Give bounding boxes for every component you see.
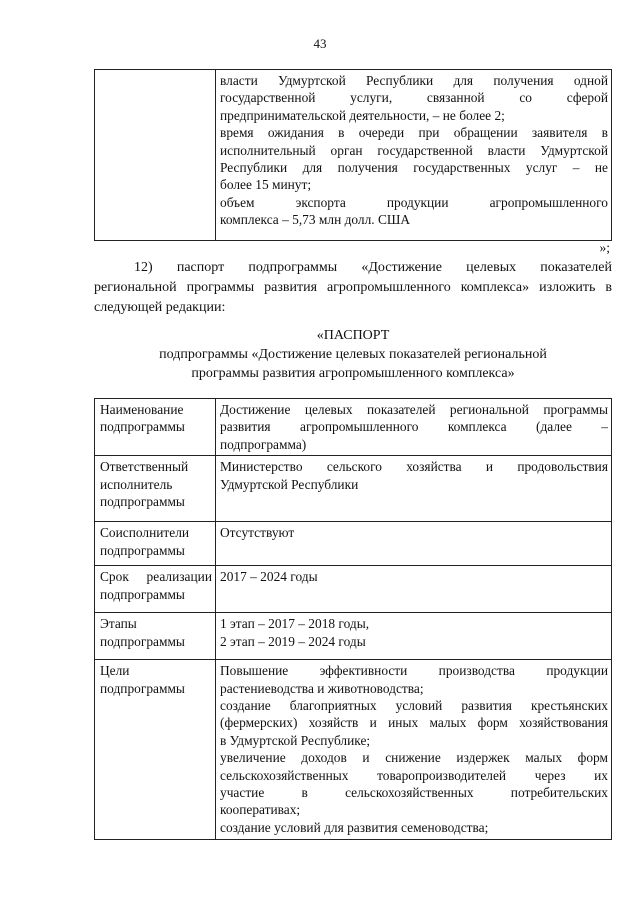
row-value-line: растениеводства и животноводства; <box>220 680 424 696</box>
passport-row <box>95 456 612 522</box>
row-label-line: Ответственный <box>100 459 189 475</box>
passport-subtitle-line-1: подпрограммы «Достижение целевых показателей региональной <box>159 347 547 362</box>
row-label-line: исполнитель <box>100 476 173 492</box>
row-value-cell <box>216 613 612 660</box>
row-label-line: Наименование <box>100 402 184 417</box>
row-label-cell <box>95 399 216 456</box>
row-value-line: Удмуртской Республики <box>220 476 359 492</box>
continuation-table <box>94 69 612 241</box>
row-label-cell <box>95 566 216 613</box>
passport-row <box>95 613 612 660</box>
text-line: власти Удмуртской Республики для получения одной <box>220 73 608 88</box>
paragraph-line: 12) паспорт подпрограммы «Достижение целевых показателей <box>134 260 612 275</box>
row-value-line: 2017 – 2024 годы <box>220 569 318 585</box>
passport-row <box>95 522 612 566</box>
passport-heading <box>94 326 612 383</box>
row-value-cell <box>216 522 612 566</box>
passport-subtitle-line-2: программы развития агропромышленного комплекса» <box>191 366 515 381</box>
text-line: государственной услуги, связанной со сферой <box>220 90 608 106</box>
page-number: 43 <box>313 36 327 51</box>
passport-row <box>95 399 612 456</box>
row-value-line: Министерство сельского хозяйства и продовольствия <box>220 459 608 475</box>
row-value-cell <box>216 399 612 456</box>
row-label-cell <box>95 613 216 660</box>
paragraph-line: следующей редакции: <box>94 300 226 315</box>
text-line: более 15 минут; <box>220 177 312 193</box>
row-label-line: Этапы <box>100 616 137 632</box>
row-label-line: подпрограммы <box>100 586 185 602</box>
row-value-cell <box>216 660 612 840</box>
row-value-line: создание благоприятных условий развития крестьянских <box>220 698 608 714</box>
passport-title: «ПАСПОРТ <box>316 328 390 343</box>
passport-row <box>95 660 612 840</box>
table-row <box>95 70 612 241</box>
row-label-line: подпрограммы <box>100 419 185 435</box>
empty-left-cell <box>95 70 216 241</box>
text-line: объем экспорта продукции агропромышленного <box>220 194 608 210</box>
row-label-cell <box>95 456 216 522</box>
row-label-line: Соисполнители <box>100 525 190 541</box>
text-line: предпринимательской деятельности, – не более 2; <box>220 107 505 123</box>
row-value-line: кооперативах; <box>220 802 301 818</box>
row-label-line: подпрограммы <box>100 680 185 696</box>
passport-row <box>95 566 612 613</box>
row-label-line: подпрограммы <box>100 633 185 649</box>
row-value-line: (фермерских) хозяйств и иных малых форм хозяйствования <box>220 715 608 731</box>
text-line: комплекса – 5,73 млн долл. США <box>220 212 411 228</box>
row-value-line: 2 этап – 2019 – 2024 годы <box>220 633 366 649</box>
row-value-cell <box>216 456 612 522</box>
text-line: Республики для получения государственных услуг – не <box>220 160 608 176</box>
text-line: исполнительный орган государственной власти Удмуртской <box>220 142 608 158</box>
row-value-line: участие в сельскохозяйственных потребительских <box>220 785 608 801</box>
row-value-cell <box>216 566 612 613</box>
closing-quote: »; <box>599 240 610 255</box>
row-value-line: 1 этап – 2017 – 2018 годы, <box>220 616 370 632</box>
row-label-line: подпрограммы <box>100 542 185 558</box>
row-value-line: Повышение эффективности производства продукции <box>220 663 608 679</box>
row-label-line: Срок реализации <box>100 569 212 585</box>
passport-table <box>94 398 612 840</box>
row-label-line: Цели <box>100 663 130 679</box>
row-label-line: подпрограммы <box>100 494 185 510</box>
row-label-cell <box>95 660 216 840</box>
row-value-line: создание условий для развития семеноводства; <box>220 819 489 835</box>
row-value-line: Отсутствуют <box>220 525 295 541</box>
row-label-cell <box>95 522 216 566</box>
row-value-line: сельскохозяйственных товаропроизводителей через их <box>220 767 608 783</box>
row-value-line: увеличение доходов и снижение издержек малых форм <box>220 750 608 766</box>
amendment-paragraph <box>94 258 612 318</box>
indicators-cell <box>216 70 612 241</box>
row-value-line: подпрограмма) <box>220 436 307 452</box>
row-value-line: развития агропромышленного комплекса (далее – <box>220 419 608 435</box>
row-value-line: Достижение целевых показателей региональной программы <box>220 402 608 417</box>
text-line: время ожидания в очереди при обращении заявителя в <box>220 125 608 141</box>
paragraph-line: региональной программы развития агропромышленного комплекса» изложить в <box>94 280 612 295</box>
row-value-line: в Удмуртской Республике; <box>220 732 371 748</box>
